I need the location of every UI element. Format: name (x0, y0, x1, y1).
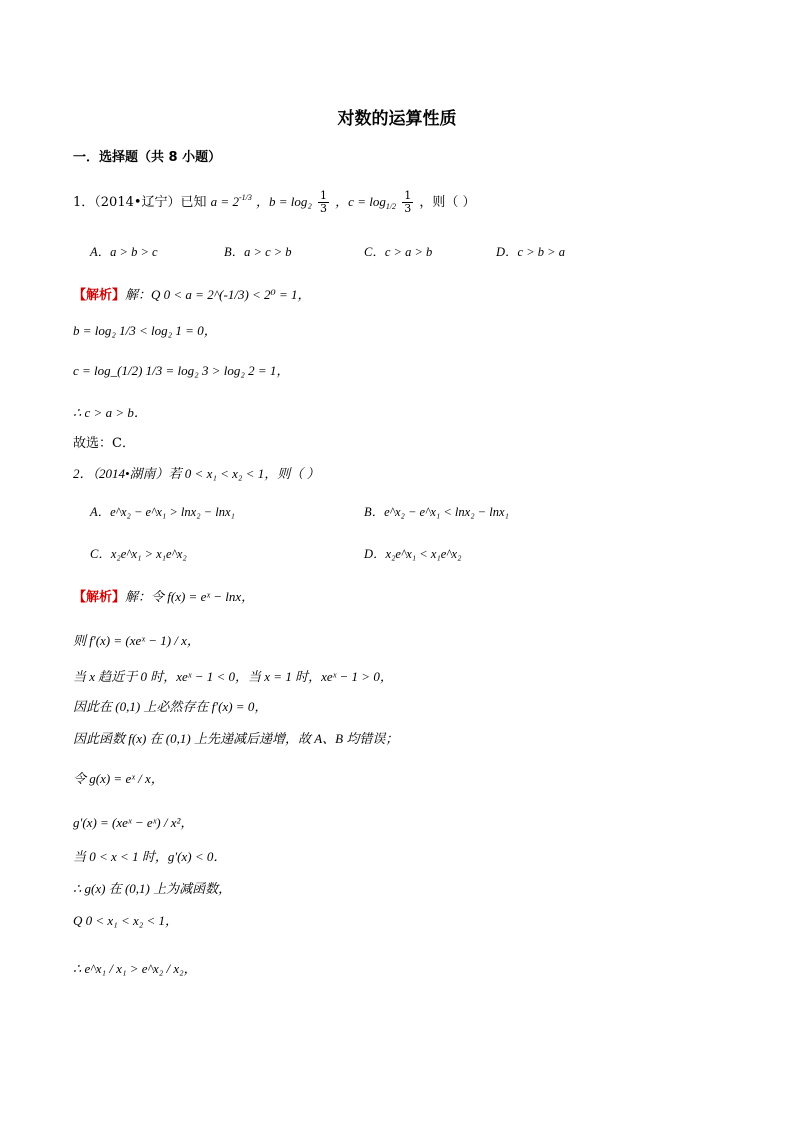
q2-option-b: B．e^x₂ − e^x₁ < lnx₂ − lnx₁ (364, 505, 509, 519)
q1-frac-den-c: 3 (404, 202, 412, 215)
q1-stem-text: 1．（2014•辽宁）已知 (73, 195, 207, 210)
q2-analysis-line-2: 则 f′(x) = (xeˣ − 1) / x， (73, 633, 200, 648)
q2-option-d: D．x₂e^x₁ < x₁e^x₂ (364, 547, 462, 561)
q1-analysis-line-1 (73, 284, 311, 303)
page-title: 对数的运算性质 (337, 109, 457, 129)
q1-given-c: ，c = log (335, 194, 386, 209)
q1-given-b: ，b = log₂ (255, 194, 312, 209)
q1-analysis-line-2: b = log₂ 1/3 < log₂ 1 = 0， (73, 323, 217, 338)
q1-fraction-b (318, 190, 329, 215)
question-2-stem: 2．（2014•湖南）若 0 < x₁ < x₂ < 1，则（ ） (73, 466, 320, 481)
q1-analysis-line-4: ∴ c > a > b． (73, 405, 147, 420)
q1-frac-num-c: 1 (404, 189, 412, 202)
question-1-stem (73, 190, 475, 215)
q2-analysis-line-9: ∴ g(x) 在 (0,1) 上为减函数， (73, 881, 232, 896)
q2-analysis-tag: 【解析】 (73, 590, 126, 605)
q2-analysis-text-1: 解：令 f(x) = eˣ − lnx， (125, 589, 255, 604)
q2-analysis-line-5: 因此函数 f(x) 在 (0,1) 上先递减后递增，故 A、B 均错误； (73, 731, 399, 746)
q1-analysis-line-5: 故选：C． (73, 436, 135, 451)
q1-option-a: A．a > b > c (90, 245, 158, 259)
q1-frac-den: 3 (320, 202, 328, 215)
q2-analysis-line-7: g′(x) = (xeˣ − eˣ) / x²， (73, 815, 194, 830)
q1-given-a: a = 2 (210, 194, 239, 209)
q1-option-b: B．a > c > b (224, 245, 292, 259)
q2-analysis-line-8: 当 0 < x < 1 时，g′(x) < 0． (73, 849, 227, 864)
q2-analysis-line-1 (73, 586, 254, 605)
q2-analysis-line-4: 因此在 (0,1) 上必然存在 f′(x) = 0， (73, 699, 268, 714)
q1-option-d: D．c > b > a (496, 245, 565, 259)
q2-analysis-line-11: ∴ e^x₁ / x₁ > e^x₂ / x₂， (73, 961, 197, 976)
q2-option-c: C．x₂e^x₁ > x₁e^x₂ (90, 547, 187, 561)
q1-given-c-base: 1/2 (385, 202, 397, 211)
q2-option-a: A．e^x₂ − e^x₁ > lnx₂ − lnx₁ (90, 505, 235, 519)
section-heading: 一．选择题（共 8 小题） (73, 150, 222, 165)
q1-frac-num: 1 (320, 189, 328, 202)
q2-analysis-line-6: 令 g(x) = eˣ / x， (73, 771, 164, 786)
q1-analysis-tag: 【解析】 (73, 288, 126, 303)
q1-given-a-exp: -1/3 (238, 193, 252, 202)
q2-analysis-line-10: Q 0 < x₁ < x₂ < 1， (73, 913, 179, 928)
q2-analysis-line-3: 当 x 趋近于 0 时，xeˣ − 1 < 0，当 x = 1 时，xeˣ − 1 > 0， (73, 669, 393, 684)
q1-analysis-line-3: c = log_(1/2) 1/3 = log₂ 3 > log₂ 2 = 1， (73, 363, 290, 378)
q1-tail: ，则（ ） (419, 195, 476, 210)
q1-fraction-c (402, 190, 413, 215)
q1-option-c: C．c > a > b (364, 245, 433, 259)
q1-analysis-text-1: 解：Q 0 < a = 2^(-1/3) < 2⁰ = 1， (125, 287, 311, 302)
